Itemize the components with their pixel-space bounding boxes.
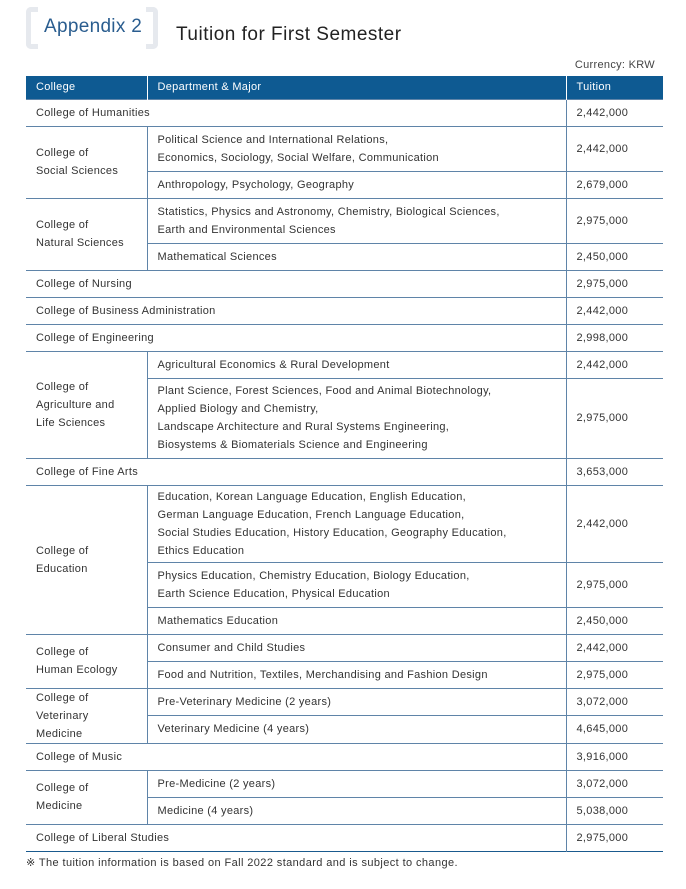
- tuition-cell: 3,072,000: [566, 688, 663, 716]
- college-cell: College of Engineering: [26, 324, 566, 351]
- college-cell: College of Agriculture and Life Sciences: [26, 351, 147, 458]
- tuition-cell: 2,442,000: [566, 126, 663, 171]
- tuition-cell: 2,975,000: [566, 198, 663, 243]
- table-row: [26, 99, 663, 126]
- tuition-cell: 4,645,000: [566, 716, 663, 744]
- table-row: [26, 824, 663, 851]
- department-cell: Food and Nutrition, Textiles, Merchandising and Fashion Design: [147, 661, 566, 688]
- tuition-cell: 2,450,000: [566, 607, 663, 634]
- table-row: [26, 297, 663, 324]
- tuition-cell: 2,442,000: [566, 99, 663, 126]
- tuition-cell: 2,442,000: [566, 297, 663, 324]
- tuition-cell: 2,679,000: [566, 171, 663, 198]
- page-header: [0, 0, 686, 60]
- college-cell: College of Medicine: [26, 770, 147, 824]
- department-cell: Education, Korean Language Education, English Education, German Language Education, French Language Education, Social Studies Education, History Education, Geography Education, Ethics Education: [147, 485, 566, 562]
- college-cell: College of Music: [26, 743, 566, 770]
- footnote: ※ The tuition information is based on Fall 2022 standard and is subject to change.: [26, 857, 458, 869]
- college-cell: College of Social Sciences: [26, 126, 147, 198]
- table-row: [26, 126, 663, 171]
- tuition-cell: 2,975,000: [566, 661, 663, 688]
- column-header-college: College: [26, 76, 147, 99]
- appendix-label: Appendix 2: [44, 16, 143, 37]
- department-cell: Medicine (4 years): [147, 797, 566, 824]
- college-cell: College of Human Ecology: [26, 634, 147, 688]
- left-bracket-decoration: [26, 7, 38, 49]
- table-row: [26, 688, 663, 716]
- tuition-cell: 2,442,000: [566, 351, 663, 378]
- page-title: Tuition for First Semester: [176, 24, 402, 45]
- college-cell: College of Liberal Studies: [26, 824, 566, 851]
- tuition-cell: 2,450,000: [566, 243, 663, 270]
- appendix-label-box: [26, 7, 158, 49]
- tuition-cell: 2,442,000: [566, 485, 663, 562]
- tuition-cell: 3,916,000: [566, 743, 663, 770]
- department-cell: Anthropology, Psychology, Geography: [147, 171, 566, 198]
- college-cell: College of Business Administration: [26, 297, 566, 324]
- table-row: [26, 351, 663, 378]
- tuition-table: [26, 76, 663, 852]
- college-cell: College of Fine Arts: [26, 458, 566, 485]
- department-cell: Pre-Medicine (2 years): [147, 770, 566, 797]
- currency-note: Currency: KRW: [574, 59, 655, 71]
- table-row: [26, 198, 663, 243]
- department-cell: Mathematics Education: [147, 607, 566, 634]
- department-cell: Mathematical Sciences: [147, 243, 566, 270]
- college-cell: College of Nursing: [26, 270, 566, 297]
- department-cell: Veterinary Medicine (4 years): [147, 716, 566, 744]
- department-cell: Agricultural Economics & Rural Development: [147, 351, 566, 378]
- tuition-cell: 2,975,000: [566, 562, 663, 607]
- department-cell: Plant Science, Forest Sciences, Food and Animal Biotechnology, Applied Biology and Chemistry, Landscape Architecture and Rural Systems Engineering, Biosystems & Biomaterials Science and Engineering: [147, 378, 566, 458]
- department-cell: Physics Education, Chemistry Education, Biology Education, Earth Science Education, Physical Education: [147, 562, 566, 607]
- column-header-tuition: Tuition: [566, 76, 663, 99]
- table-row: [26, 324, 663, 351]
- tuition-cell: 2,975,000: [566, 378, 663, 458]
- table-row: [26, 634, 663, 661]
- column-header-department: Department & Major: [147, 76, 566, 99]
- table-row: [26, 458, 663, 485]
- tuition-cell: 2,998,000: [566, 324, 663, 351]
- college-cell: College of Veterinary Medicine: [26, 688, 147, 743]
- department-cell: Political Science and International Relations, Economics, Sociology, Social Welfare, Communication: [147, 126, 566, 171]
- tuition-cell: 2,975,000: [566, 824, 663, 851]
- tuition-cell: 3,072,000: [566, 770, 663, 797]
- table-row: [26, 743, 663, 770]
- tuition-cell: 3,653,000: [566, 458, 663, 485]
- table-row: [26, 270, 663, 297]
- table-row: [26, 485, 663, 562]
- college-cell: College of Natural Sciences: [26, 198, 147, 270]
- college-cell: College of Humanities: [26, 99, 566, 126]
- college-cell: College of Education: [26, 485, 147, 634]
- table-header-row: [26, 76, 663, 99]
- tuition-cell: 2,975,000: [566, 270, 663, 297]
- department-cell: Statistics, Physics and Astronomy, Chemistry, Biological Sciences, Earth and Environmental Sciences: [147, 198, 566, 243]
- tuition-cell: 2,442,000: [566, 634, 663, 661]
- department-cell: Consumer and Child Studies: [147, 634, 566, 661]
- department-cell: Pre-Veterinary Medicine (2 years): [147, 688, 566, 716]
- right-bracket-decoration: [146, 7, 158, 49]
- table-row: [26, 770, 663, 797]
- tuition-cell: 5,038,000: [566, 797, 663, 824]
